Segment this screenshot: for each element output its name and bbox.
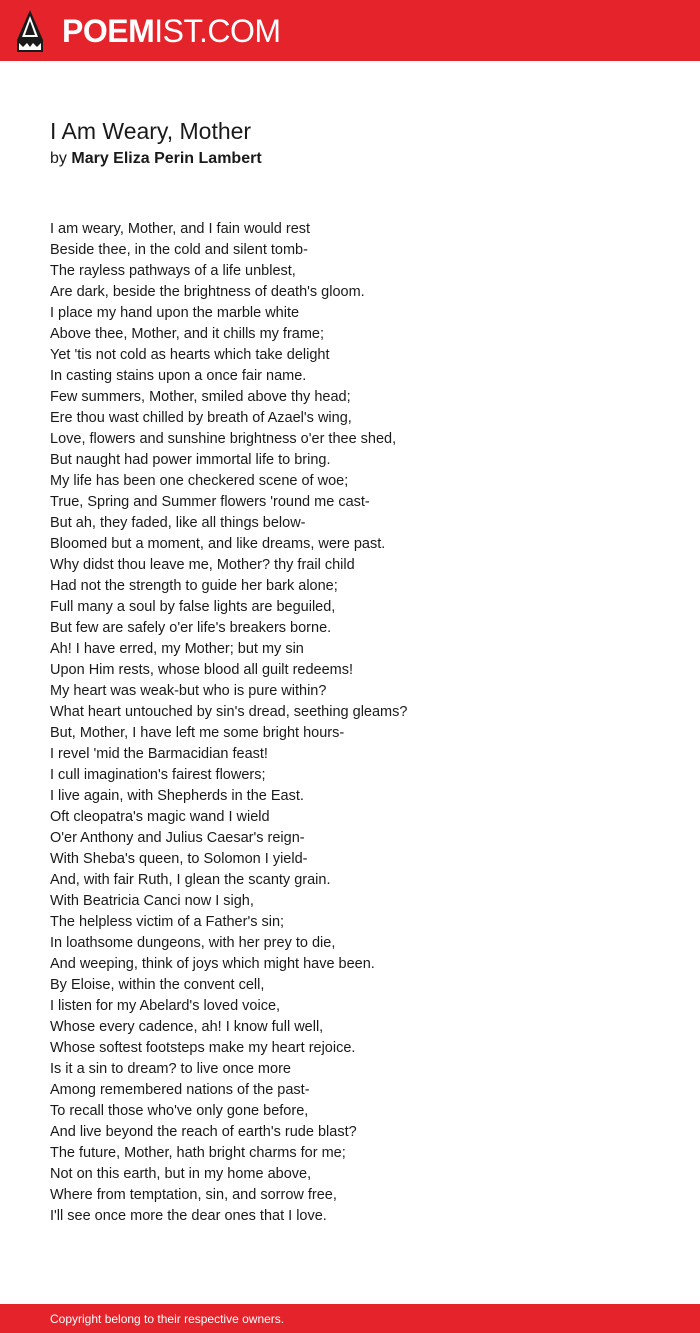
logo-bold-text: POEM xyxy=(62,13,155,49)
author-name[interactable]: Mary Eliza Perin Lambert xyxy=(71,150,262,167)
poem-line: Are dark, beside the brightness of death's gloom. xyxy=(50,284,365,300)
pen-nib-icon[interactable] xyxy=(17,10,43,52)
poem-line: The future, Mother, hath bright charms for me; xyxy=(50,1145,346,1161)
by-label: by xyxy=(50,150,67,167)
poem-line: And weeping, think of joys which might have been. xyxy=(50,956,375,972)
poem-line: Where from temptation, sin, and sorrow free, xyxy=(50,1187,337,1203)
poem-line: Not on this earth, but in my home above, xyxy=(50,1166,312,1182)
poem-line: Why didst thou leave me, Mother? thy frail child xyxy=(50,557,355,573)
poem-line: But, Mother, I have left me some bright hours- xyxy=(50,725,345,741)
poem-line: And live beyond the reach of earth's rude blast? xyxy=(50,1124,357,1140)
poem-line: But ah, they faded, like all things below- xyxy=(50,515,306,531)
poem-line: In casting stains upon a once fair name. xyxy=(50,368,307,384)
poem-title: I Am Weary, Mother xyxy=(50,118,252,144)
poem-line: I'll see once more the dear ones that I love. xyxy=(50,1208,327,1224)
site-logo[interactable] xyxy=(62,13,281,49)
poem-line: Is it a sin to dream? to live once more xyxy=(50,1061,291,1077)
poem-line: I am weary, Mother, and I fain would rest xyxy=(50,221,311,237)
logo-light-text: IST.COM xyxy=(154,13,281,49)
poem-line: Whose softest footsteps make my heart rejoice. xyxy=(50,1040,356,1056)
poem-line: By Eloise, within the convent cell, xyxy=(50,977,265,993)
poem-line: What heart untouched by sin's dread, seething gleams? xyxy=(50,704,408,720)
poem-line: The rayless pathways of a life unblest, xyxy=(50,263,296,279)
poem-line: I cull imagination's fairest flowers; xyxy=(50,767,266,783)
poem-line: Upon Him rests, whose blood all guilt redeems! xyxy=(50,662,354,678)
poem-line: Among remembered nations of the past- xyxy=(50,1082,310,1098)
poem-line: With Sheba's queen, to Solomon I yield- xyxy=(50,851,308,867)
poem-line: I place my hand upon the marble white xyxy=(50,305,300,321)
poem-line: With Beatricia Canci now I sigh, xyxy=(50,893,254,909)
poem-line: Above thee, Mother, and it chills my frame; xyxy=(50,326,325,342)
poem-line: Yet 'tis not cold as hearts which take delight xyxy=(50,347,330,363)
poem-line: I revel 'mid the Barmacidian feast! xyxy=(50,746,268,762)
poem-line: Beside thee, in the cold and silent tomb- xyxy=(50,242,308,258)
poem-line: O'er Anthony and Julius Caesar's reign- xyxy=(50,830,305,846)
poem-line: Ah! I have erred, my Mother; but my sin xyxy=(50,641,304,657)
poem-line: Love, flowers and sunshine brightness o'er thee shed, xyxy=(50,431,397,447)
poem-body xyxy=(50,219,670,1227)
poem-line: But naught had power immortal life to bring. xyxy=(50,452,331,468)
poem-line: My heart was weak-but who is pure within? xyxy=(50,683,327,699)
poem-line: Few summers, Mother, smiled above thy head; xyxy=(50,389,351,405)
poem-line: In loathsome dungeons, with her prey to die, xyxy=(50,935,336,951)
copyright-text: Copyright belong to their respective owners. xyxy=(50,1312,285,1326)
poem-line: I listen for my Abelard's loved voice, xyxy=(50,998,281,1014)
poem-line: True, Spring and Summer flowers 'round me cast- xyxy=(50,494,370,510)
site-header xyxy=(0,0,700,61)
poem-line: My life has been one checkered scene of woe; xyxy=(50,473,349,489)
poem-line: Had not the strength to guide her bark alone; xyxy=(50,578,338,594)
poem-line: To recall those who've only gone before, xyxy=(50,1103,309,1119)
poem-line: Whose every cadence, ah! I know full well, xyxy=(50,1019,324,1035)
poem-line: The helpless victim of a Father's sin; xyxy=(50,914,285,930)
poem-line: But few are safely o'er life's breakers borne. xyxy=(50,620,332,636)
poem-line: Oft cleopatra's magic wand I wield xyxy=(50,809,270,825)
poem-line: I live again, with Shepherds in the East. xyxy=(50,788,304,804)
site-footer xyxy=(0,1304,700,1333)
poem-line: Full many a soul by false lights are beguiled, xyxy=(50,599,336,615)
poem-line: Ere thou wast chilled by breath of Azael's wing, xyxy=(50,410,352,426)
byline xyxy=(50,149,262,169)
poem-line: And, with fair Ruth, I glean the scanty grain. xyxy=(50,872,331,888)
poem-line: Bloomed but a moment, and like dreams, were past. xyxy=(50,536,386,552)
